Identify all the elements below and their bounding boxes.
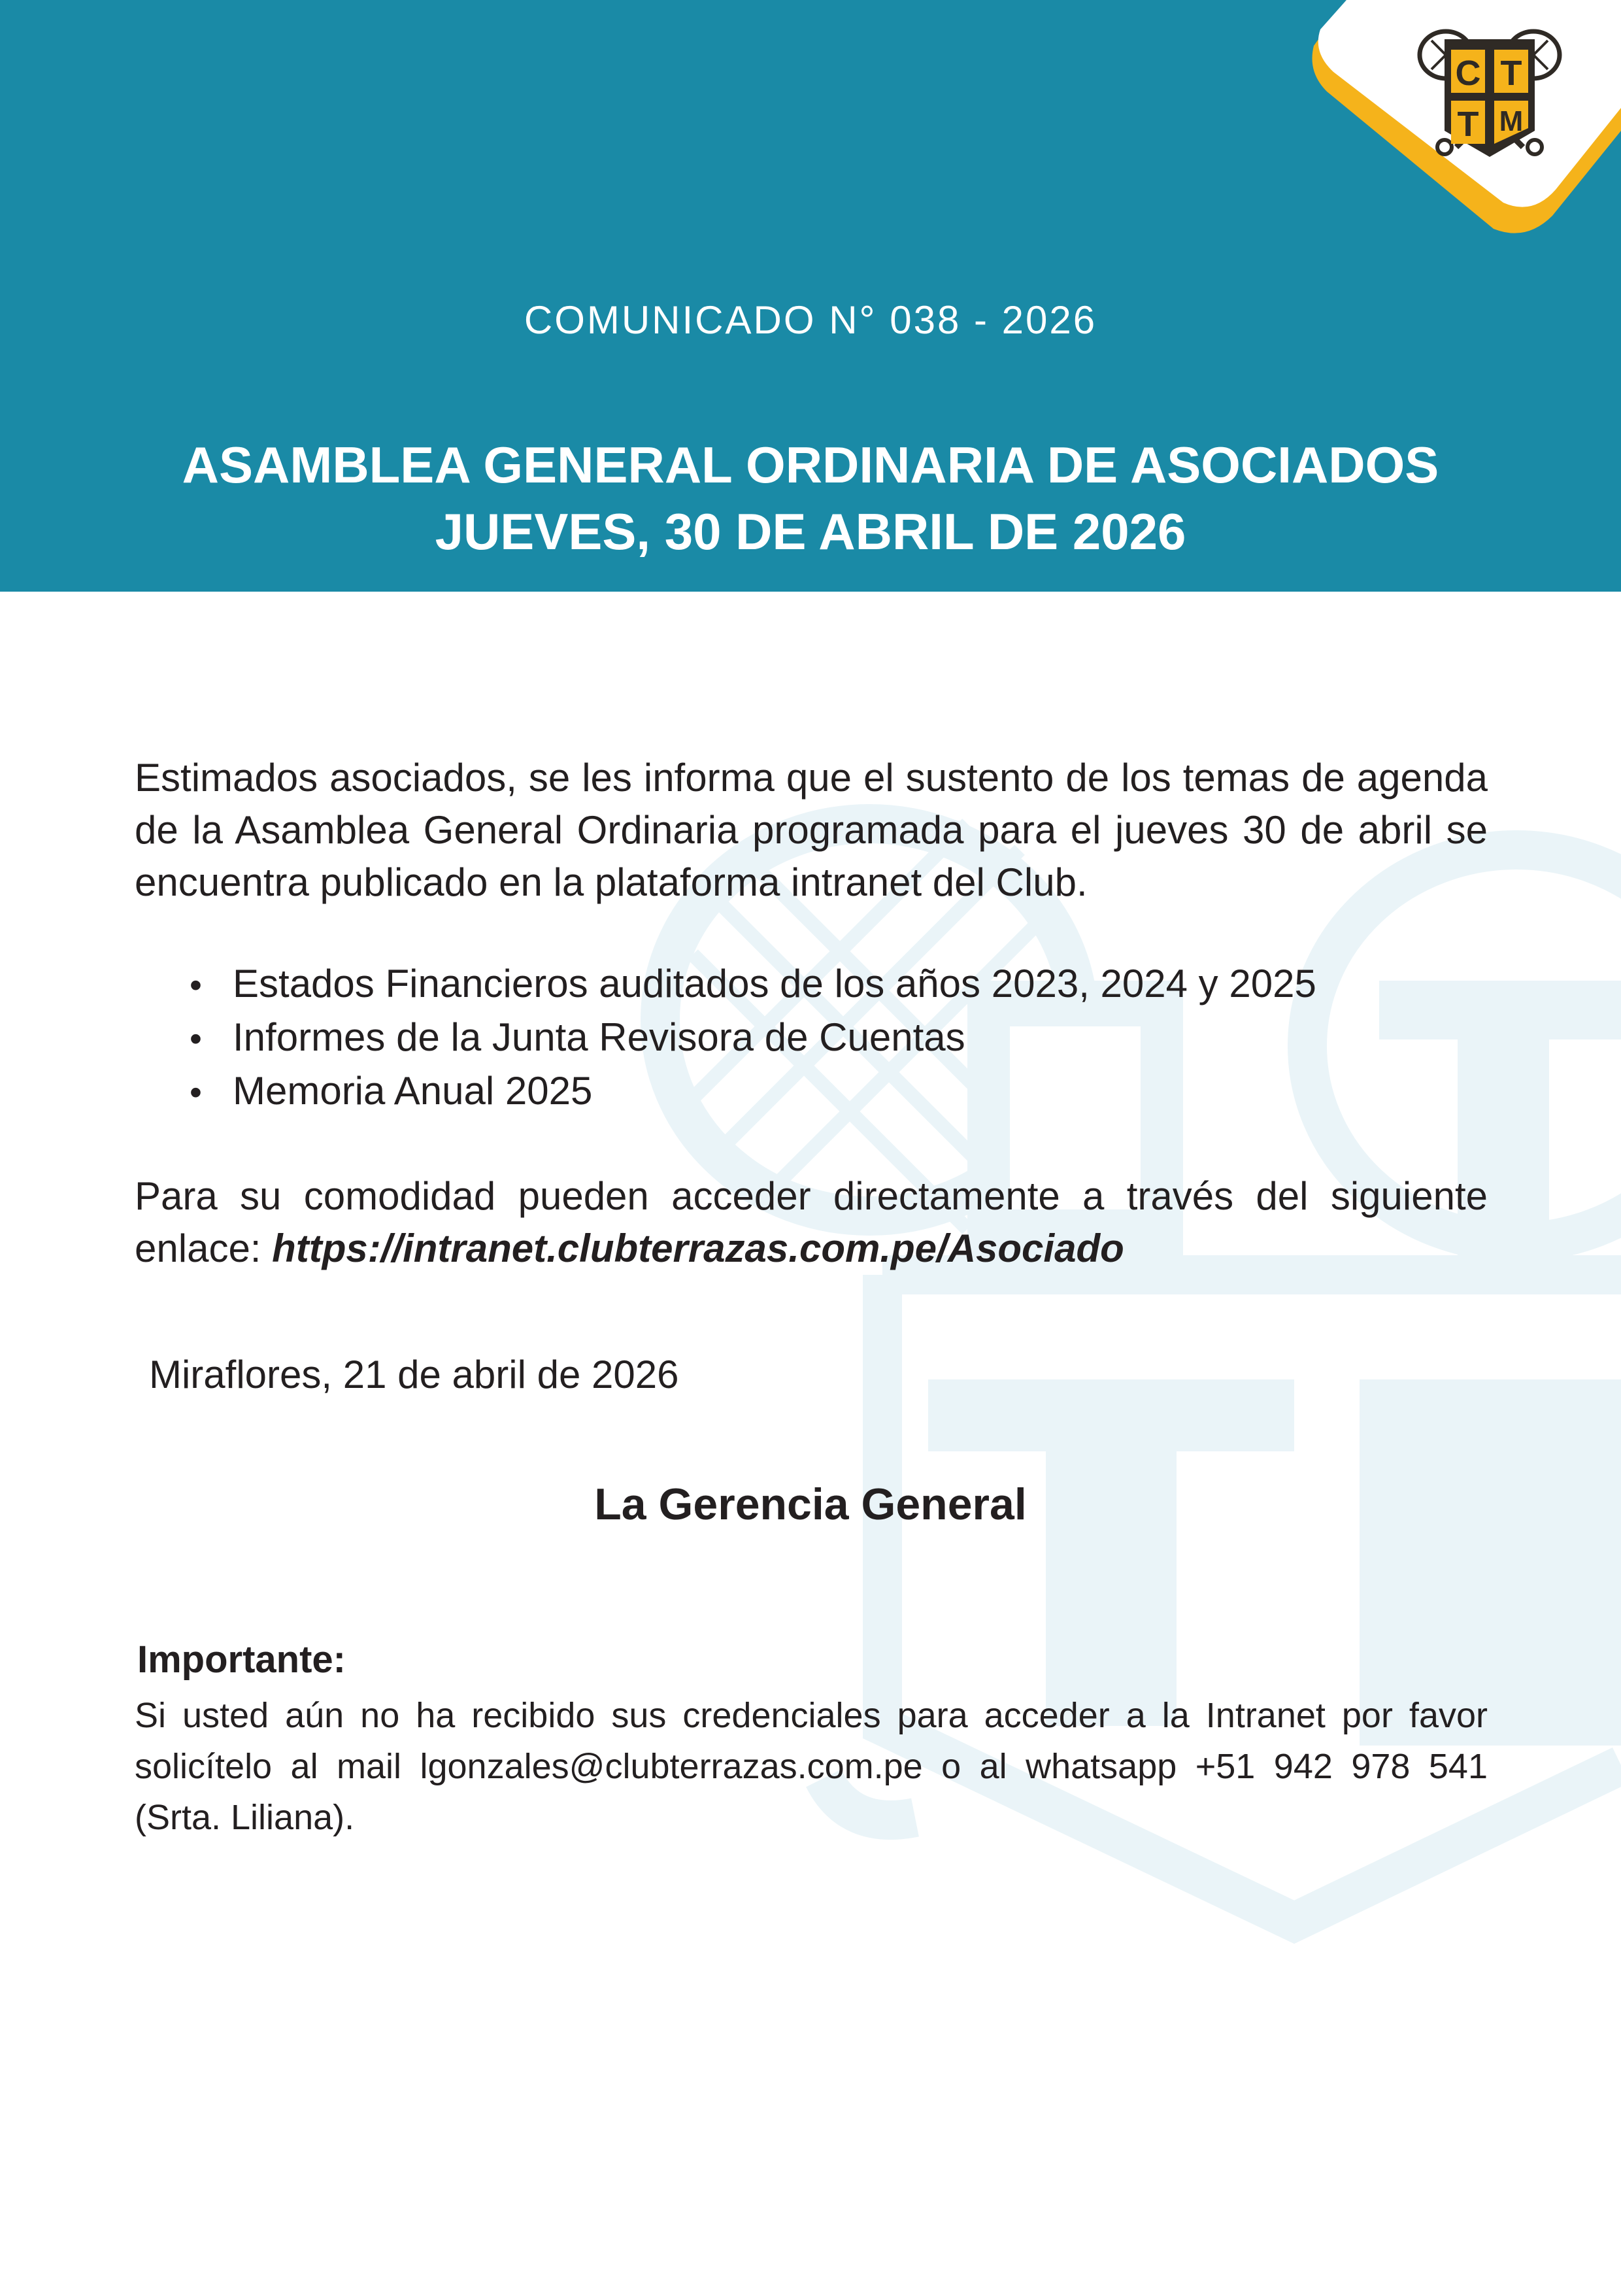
important-label: Importante:: [137, 1638, 346, 1681]
intranet-link[interactable]: https://intranet.clubterrazas.com.pe/Asociado: [272, 1226, 1124, 1270]
logo-letter-t1: T: [1500, 54, 1522, 93]
list-item: [190, 1011, 1543, 1065]
page-title: [0, 431, 1621, 565]
list-item-label: Informes de la Junta Revisora de Cuentas: [233, 1015, 965, 1059]
signature: La Gerencia General: [594, 1479, 1027, 1529]
bullet-icon: •: [190, 1073, 202, 1112]
important-text: Si usted aún no ha recibido sus credenciales para acceder a la Intranet por favor solicítelo al mail lgonzales@clubterrazas.com.pe o al whatsapp +51 942 978 541 (Srta. Liliana).: [135, 1696, 1488, 1837]
title-line-1: ASAMBLEA GENERAL ORDINARIA DE ASOCIADOS: [182, 436, 1439, 494]
list-item: [190, 958, 1543, 1011]
access-text: Para su comodidad pueden acceder directamente a través del siguiente enlace:: [135, 1174, 1488, 1270]
bullet-icon: •: [190, 966, 202, 1005]
logo-letter-t2: T: [1457, 105, 1479, 144]
title-line-2: JUEVES, 30 DE ABRIL DE 2026: [435, 503, 1186, 560]
list-item: [190, 1065, 1543, 1119]
intro-paragraph: Estimados asociados, se les informa que el sustento de los temas de agenda de la Asamblea General Ordinaria programada para el jueves 30 de abril se encuentra publicado en la plataforma intranet del Club.: [135, 756, 1488, 904]
bullet-icon: •: [190, 1019, 202, 1058]
logo-letter-m: M: [1499, 105, 1524, 137]
access-paragraph: [135, 1170, 1488, 1275]
comunicado-number: COMUNICADO N° 038 - 2026: [524, 298, 1097, 342]
list-item-label: Memoria Anual 2025: [233, 1069, 593, 1113]
place-date: Miraflores, 21 de abril de 2026: [149, 1353, 679, 1396]
logo-letter-c: C: [1455, 54, 1481, 93]
list-item-label: Estados Financieros auditados de los años 2023, 2024 y 2025: [233, 962, 1316, 1005]
agenda-list: [190, 958, 1543, 1119]
